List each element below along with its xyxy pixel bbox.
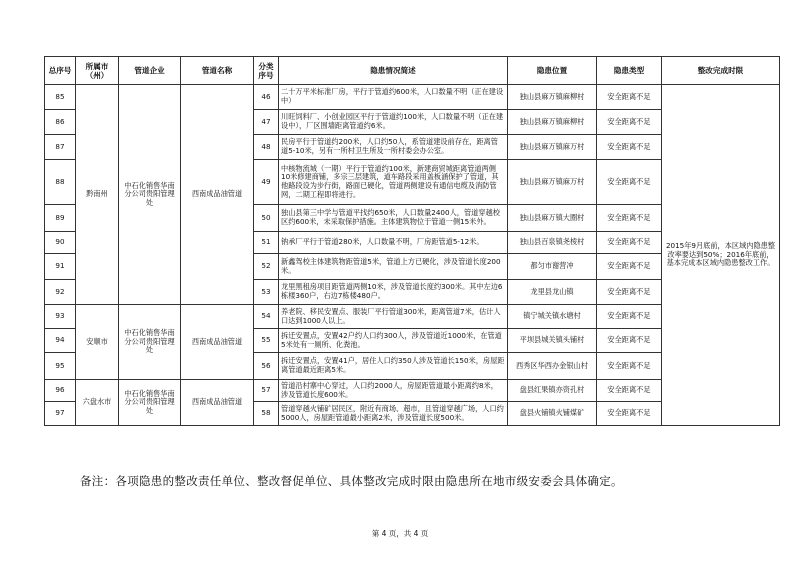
footnote-remark: 备注：各项隐患的整改责任单位、整改督促单位、具体整改完成时限由隐患所在地市级安委会具体确定。 (80, 474, 623, 488)
location-cell: 龙里县龙山镇 (508, 280, 597, 305)
table-row (45, 85, 780, 110)
city-cell: 安顺市 (76, 305, 119, 380)
desc-cell: 中核物流城（一期）平行于管道约100米，新建商贸城距离管道两侧10米修建商铺，多宗三层建筑，道车路段采用盖板涵保护了管道，其他路段设为步行街，路面已硬化，管道两侧建设有通信电缆及消防管网，二期工程即将进行。 (279, 160, 508, 205)
header-city: 所属市（州） (76, 57, 119, 85)
location-cell: 都匀市谢营冲 (508, 254, 597, 280)
total-no-cell: 86 (45, 110, 76, 135)
class-no-cell: 51 (254, 232, 279, 254)
type-cell: 安全距离不足 (597, 160, 662, 205)
location-cell: 平坝县城关镇头铺村 (508, 329, 597, 353)
company-cell: 中石化销售华南分公司贵阳管理处 (119, 380, 181, 426)
type-cell: 安全距离不足 (597, 254, 662, 280)
desc-cell: 民房平行于管道约200米，人口约50人，系管道建设前存在，距离管道5-10米，另有一所村卫生所及一所村委会办公室。 (279, 135, 508, 160)
total-no-cell: 91 (45, 254, 76, 280)
total-no-cell: 94 (45, 329, 76, 353)
class-no-cell: 50 (254, 205, 279, 232)
city-cell: 六盘水市 (76, 380, 119, 426)
location-cell: 独山县麻万镇麻柳村 (508, 85, 597, 110)
class-no-cell: 47 (254, 110, 279, 135)
type-cell: 安全距离不足 (597, 280, 662, 305)
type-cell: 安全距离不足 (597, 232, 662, 254)
pipeline-cell: 西南成品油管道 (181, 305, 254, 380)
type-cell: 安全距离不足 (597, 380, 662, 402)
location-cell: 镇宁城关镇水塘村 (508, 305, 597, 329)
desc-cell: 拆迁安置点，安置41户，居住人口约350人涉及管道长150米，房屋距离管道最近距离5米。 (279, 353, 508, 380)
city-cell: 黔南州 (76, 85, 119, 305)
location-cell: 独山县麻万镇麻万村 (508, 135, 597, 160)
header-pipeline: 管道名称 (181, 57, 254, 85)
total-no-cell: 89 (45, 205, 76, 232)
location-cell: 独山县麻万镇麻万村 (508, 160, 597, 205)
location-cell: 独山县百泉镇尧棱村 (508, 232, 597, 254)
class-no-cell: 54 (254, 305, 279, 329)
location-cell: 独山县麻万镇麻柳村 (508, 110, 597, 135)
class-no-cell: 56 (254, 353, 279, 380)
page-number: 第 4 页，共 4 页 (371, 529, 429, 538)
class-no-cell: 49 (254, 160, 279, 205)
class-no-cell: 58 (254, 402, 279, 426)
class-no-cell: 57 (254, 380, 279, 402)
type-cell: 安全距离不足 (597, 85, 662, 110)
type-cell: 安全距离不足 (597, 135, 662, 160)
desc-cell: 独山县第三中学与管道平找约650米，人口数量2400人，管道穿越校区约600米，未采取保护措施。主体建筑物位于管道一侧15米外。 (279, 205, 508, 232)
total-no-cell: 93 (45, 305, 76, 329)
total-no-cell: 87 (45, 135, 76, 160)
type-cell: 安全距离不足 (597, 205, 662, 232)
total-no-cell: 85 (45, 85, 76, 110)
header-class-no: 分类序号 (254, 57, 279, 85)
header-deadline: 整改完成时限 (662, 57, 780, 85)
deadline-cell: 2015年9月底前，本区域内隐患整改率要达到50%；2016年底前，基本完成本区域内隐患整改工作。 (662, 85, 780, 426)
type-cell: 安全距离不足 (597, 353, 662, 380)
header-desc: 隐患情况简述 (279, 57, 508, 85)
company-cell: 中石化销售华南分公司贵阳管理处 (119, 85, 181, 305)
class-no-cell: 52 (254, 254, 279, 280)
company-cell: 中石化销售华南分公司贵阳管理处 (119, 305, 181, 380)
class-no-cell: 53 (254, 280, 279, 305)
header-company: 管道企业 (119, 57, 181, 85)
desc-cell: 川旺饲料厂、小创业园区平行于管道约100米，人口数量不明（正在建设中），厂区围墙距离管道约6米。 (279, 110, 508, 135)
total-no-cell: 88 (45, 160, 76, 205)
total-no-cell: 92 (45, 280, 76, 305)
location-cell: 西秀区华西办金银山村 (508, 353, 597, 380)
class-no-cell: 48 (254, 135, 279, 160)
table-header-row (45, 57, 780, 85)
desc-cell: 管道沿村寨中心穿过，人口约2000人，房屋距管道最小距离约8米，涉及管道长度600米。 (279, 380, 508, 402)
type-cell: 安全距离不足 (597, 329, 662, 353)
total-no-cell: 96 (45, 380, 76, 402)
desc-cell: 新鑫驾校主体建筑物距管道5米，管道上方已硬化，涉及管道长度200米。 (279, 254, 508, 280)
desc-cell: 龙里黑租房项目距管道两侧10米，涉及管道长度约300米。其中左边6栋楼360户，右边7栋楼480户。 (279, 280, 508, 305)
pipeline-cell: 西南成品油管道 (181, 85, 254, 305)
total-no-cell: 95 (45, 353, 76, 380)
header-type: 隐患类型 (597, 57, 662, 85)
desc-cell: 钠承厂平行于管道280米，人口数量不明，厂房距管道5-12米。 (279, 232, 508, 254)
location-cell: 盘县红果镇亦资孔村 (508, 380, 597, 402)
header-location: 隐患位置 (508, 57, 597, 85)
hazard-table (44, 56, 780, 426)
class-no-cell: 55 (254, 329, 279, 353)
desc-cell: 拆迁安置点，安置42户约人口约300人，涉及管道近1000米，在管道5米处有一厕所、化粪池。 (279, 329, 508, 353)
header-total-no: 总序号 (45, 57, 76, 85)
class-no-cell: 46 (254, 85, 279, 110)
desc-cell: 养老院、移民安置点、服装厂平行管道300米，距离管道7米，估计人口达到1000人以上。 (279, 305, 508, 329)
desc-cell: 管道穿越火铺矿居民区，附近有商场、超市，且管道穿越广场，人口约5000人，房屋距管道最小距离2米，涉及管道长度500米。 (279, 402, 508, 426)
type-cell: 安全距离不足 (597, 305, 662, 329)
total-no-cell: 90 (45, 232, 76, 254)
location-cell: 盘县火铺镇火铺煤矿 (508, 402, 597, 426)
total-no-cell: 97 (45, 402, 76, 426)
type-cell: 安全距离不足 (597, 402, 662, 426)
type-cell: 安全距离不足 (597, 110, 662, 135)
location-cell: 独山县麻万镇大圈村 (508, 205, 597, 232)
pipeline-cell: 西南成品油管道 (181, 380, 254, 426)
desc-cell: 二十万平米标准厂房，平行于管道约600米，人口数量不明（正在建设中） (279, 85, 508, 110)
